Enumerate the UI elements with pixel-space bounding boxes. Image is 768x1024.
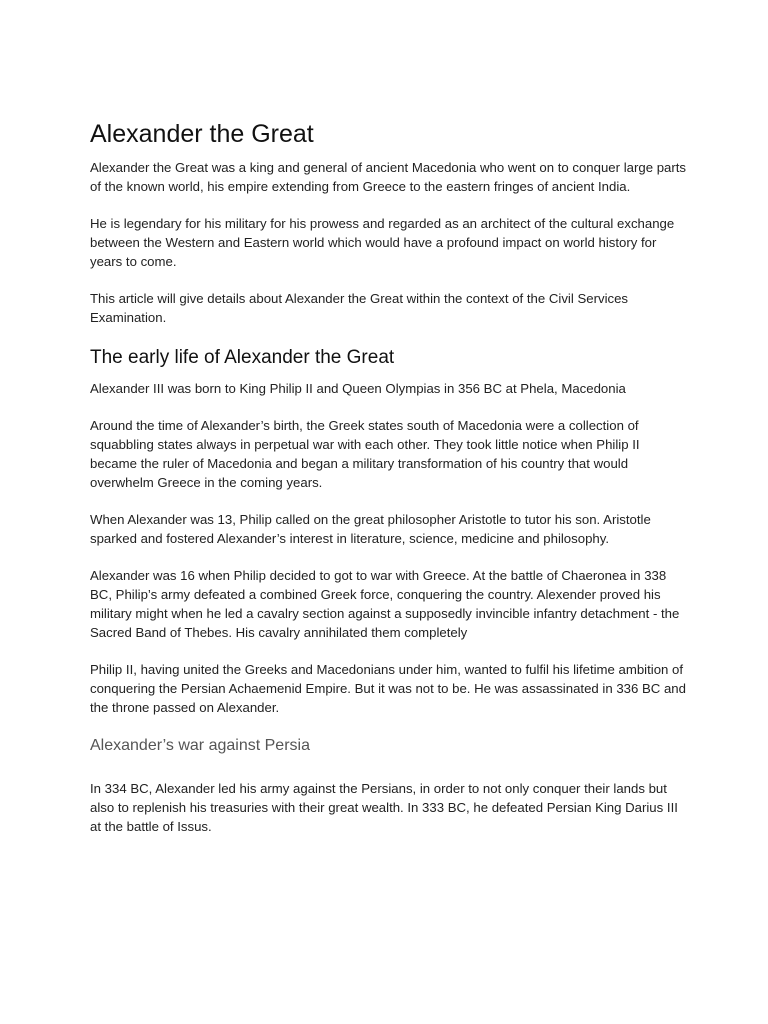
persia-paragraph: In 334 BC, Alexander led his army against the Persians, in order to not only conquer their lands but also to replenish his treasuries with their great wealth. In 333 BC, he defeated Persian King Darius III at the battle of Issus. [90, 781, 678, 834]
document-page [90, 118, 690, 854]
early-life-paragraph: Alexander was 16 when Philip decided to got to war with Greece. At the battle of Chaeronea in 338 BC, Philip’s army defeated a combined Greek force, conquering the country. Alexender proved his military might when he led a cavalry section against a supposedly invincible infantry detachment - the Sacred Band of Thebes. His cavalry annihilated them completely [90, 568, 680, 640]
early-life-paragraph: When Alexander was 13, Philip called on the great philosopher Aristotle to tutor his son. Aristotle sparked and fostered Alexander’s interest in literature, science, medicine and philosophy. [90, 512, 651, 546]
early-life-paragraph: Alexander III was born to King Philip II and Queen Olympias in 356 BC at Phela, Macedonia [90, 381, 626, 396]
section-heading-early-life: The early life of Alexander the Great [90, 347, 395, 368]
intro-paragraph: This article will give details about Alexander the Great within the context of the Civil Services Examination. [90, 291, 629, 325]
subsection-heading-persia: Alexander’s war against Persia [90, 737, 310, 754]
intro-paragraph: Alexander the Great was a king and general of ancient Macedonia who went on to conquer large parts of the known world, his empire extending from Greece to the eastern fringes of ancient India. [90, 160, 687, 194]
early-life-paragraph: Philip II, having united the Greeks and Macedonians under him, wanted to fulfil his lifetime ambition of conquering the Persian Achaemenid Empire. But it was not to be. He was assassinated in 336 BC and the throne passed on Alexander. [90, 662, 686, 715]
early-life-paragraph: Around the time of Alexander’s birth, the Greek states south of Macedonia were a collection of squabbling states always in perpetual war with each other. They took little notice when Philip II became the ruler of Macedonia and began a military transformation of his country that would overwhelm Greece in the coming years. [90, 418, 640, 490]
intro-paragraph: He is legendary for his military for his prowess and regarded as an architect of the cultural exchange between the Western and Eastern world which would have a profound impact on world history for years to come. [90, 216, 675, 269]
article-title: Alexander the Great [90, 120, 314, 148]
